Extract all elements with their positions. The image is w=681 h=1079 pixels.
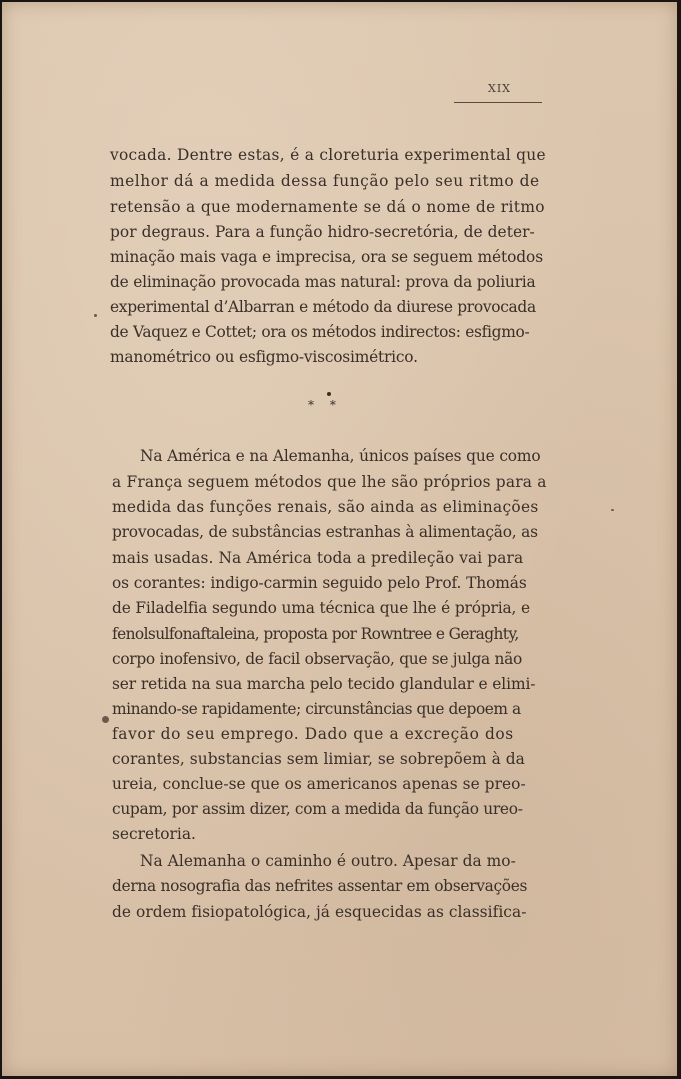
text-line: Na Alemanha o caminho é outro. Apesar da mo- (140, 852, 516, 870)
text-line: os corantes: indigo-carmin seguido pelo Prof. Thomás (112, 574, 527, 592)
text-line: cupam, por assim dizer, com a medida da função ureo- (112, 800, 523, 818)
text-line: experimental d’Albarran e método da diurese provocada (110, 298, 536, 316)
text-line: minando-se rapidamente; circunstâncias que depoem a (112, 700, 521, 718)
header-rule (454, 102, 542, 103)
text-line: Na América e na Alemanha, únicos países que como (140, 447, 541, 465)
separator-dot (327, 392, 331, 396)
text-line: melhor dá a medida dessa função pelo seu ritmo de (110, 172, 540, 190)
paper-speck (611, 509, 614, 511)
text-line: retensão a que modernamente se dá o nome de ritmo (110, 198, 545, 216)
text-line: secretoria. (112, 825, 196, 843)
text-line: ser retida na sua marcha pelo tecido glandular e elimi- (112, 675, 536, 693)
text-line: provocadas, de substâncias estranhas à alimentação, as (112, 523, 538, 541)
text-line: minação mais vaga e imprecisa, ora se seguem métodos (110, 248, 543, 266)
text-line: por degraus. Para a função hidro-secretória, de deter- (110, 223, 535, 241)
text-line: medida das funções renais, são ainda as eliminações (112, 498, 539, 516)
text-line: manométrico ou esfigmo-viscosimétrico. (110, 348, 418, 366)
text-line: corantes, substancias sem limiar, se sobrepõem à da (112, 750, 525, 768)
paper-speck (102, 716, 109, 723)
text-line: de Filadelfia segundo uma técnica que lhe é própria, e (112, 599, 530, 617)
text-line: derna nosografia das nefrites assentar em observações (112, 877, 528, 895)
text-line: de eliminação provocada mas natural: prova da poliuria (110, 273, 536, 291)
text-line: ureia, conclue-se que os americanos apenas se preo- (112, 775, 526, 793)
text-line: de ordem fisiopatológica, já esquecidas as classifica- (112, 903, 527, 921)
text-line: vocada. Dentre estas, é a cloreturia experimental que (110, 146, 546, 164)
section-separator: * * (308, 398, 342, 412)
text-line: de Vaquez e Cottet; ora os métodos indirectos: esfigmo- (110, 323, 530, 341)
page-number: XIX (488, 82, 512, 95)
paper-speck (94, 314, 97, 317)
text-line: a França seguem métodos que lhe são próprios para a (112, 473, 547, 491)
book-page (2, 2, 677, 1076)
text-line: favor do seu emprego. Dado que a excreção dos (112, 725, 514, 743)
text-line: fenolsulfonaftaleina, proposta por Rowntree e Geraghty, (112, 625, 519, 643)
text-line: corpo inofensivo, de facil observação, que se julga não (112, 650, 522, 668)
text-line: mais usadas. Na América toda a predileção vai para (112, 549, 524, 567)
